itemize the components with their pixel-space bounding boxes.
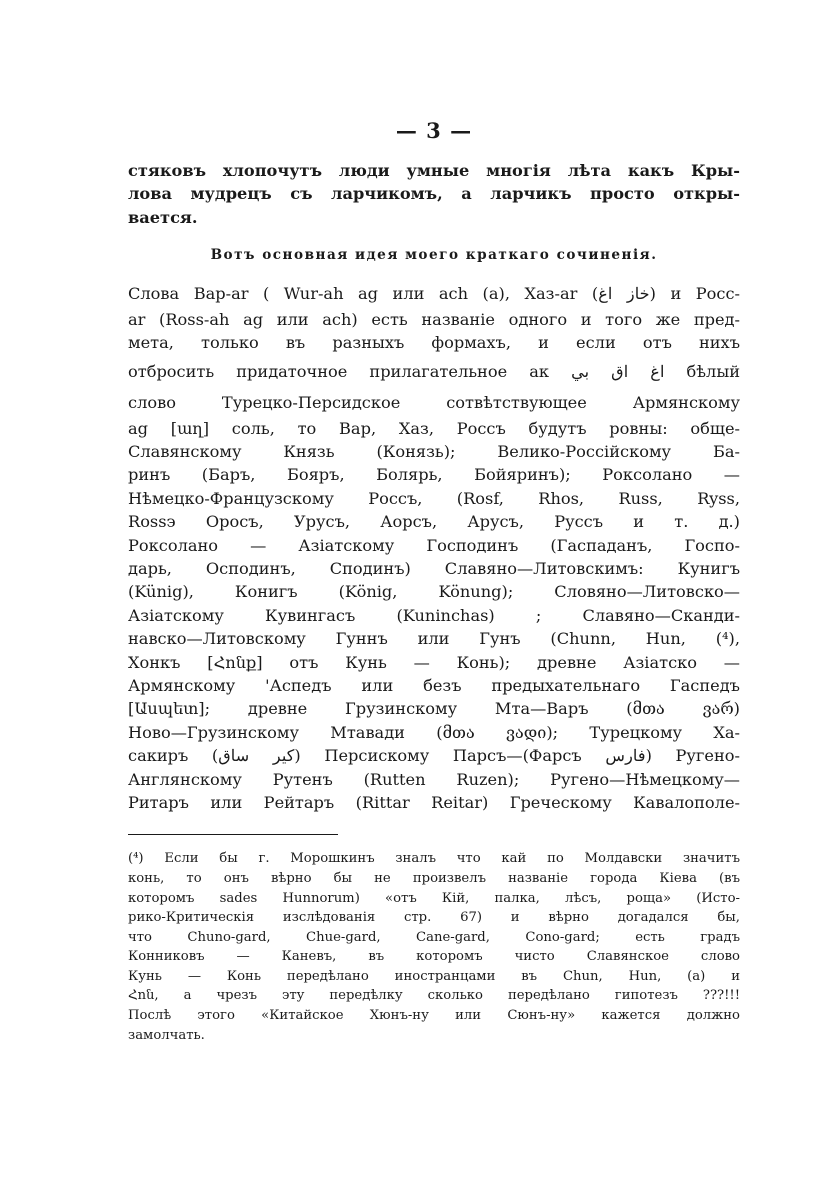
main-line: Ритаръ или Рейтаръ (Rittar Reitar) Греческому Кавалополе- (128, 792, 740, 812)
main-line: (Künig), Конигъ (König, Könung); Словяно—Литовско— (128, 582, 740, 602)
main-line: отбросить придаточное прилагательное ак اغ اق بي бѣлый (128, 361, 741, 381)
footnote-line: (⁴) Если бы г. Морошкинъ зналъ что кай по Молдавски значитъ (128, 851, 740, 867)
main-line: слово Турецко-Персидское сотвѣтствующее Армянскому (128, 392, 740, 412)
main-line: Азіатскому Кувингасъ (Kuninchas) ; Славяно—Сканди- (128, 605, 740, 625)
intro-line: вается. (128, 207, 198, 227)
main-paragraph (128, 277, 740, 814)
main-line: Хонкъ [Հոնք] отъ Кунь — Конь); древне Азіатско — (128, 652, 740, 672)
main-line: Роксолано — Азіатскому Господинъ (Гаспаданъ, Госпо- (128, 535, 740, 555)
main-line: мета, только въ разныхъ формахъ, и если отъ нихъ (128, 333, 740, 353)
footnote (128, 849, 740, 1045)
main-line: Rossэ Оросъ, Урусъ, Аорсъ, Арусъ, Руссъ и т. д.) (128, 512, 740, 532)
footnote-line: Кунь — Конь передѣлано иностранцами въ Chun, Hun, (a) и (128, 968, 740, 984)
main-line: [Ասպետ]; древне Грузинскому Мта—Варъ (მთა ვარ) (128, 699, 740, 719)
footnote-line: которомъ sades Hunnorum) «отъ Кій, палка, лѣсъ, роща» (Исто- (128, 890, 740, 906)
footnote-line: Послѣ этого «Китайское Хюнъ-ну или Сюнъ-ну» кажется должно (128, 1008, 740, 1024)
main-line: сакиръ (کیر ساق) Персискому Парсъ—(Фарсъ فارس) Ругено- (128, 746, 740, 766)
main-line: Слова Вар-ar ( Wur-ah ag или ach (a), Хаз-ar (خاز اغ) и Росс- (128, 283, 741, 303)
main-line: ринъ (Баръ, Бояръ, Болярь, Бойяринъ); Роксолано — (128, 465, 740, 485)
footnote-line: Հոն, а чрезъ эту передѣлку сколько передѣлано гипотезъ ???!!! (128, 988, 740, 1004)
main-line: ar (Ross-ah ag или ach) есть названіе одного и того же пред- (128, 309, 740, 329)
main-line: Нѣмецко-Французскому Россъ, (Rosf, Rhos, Russ, Ryss, (128, 488, 740, 508)
footnote-divider (128, 834, 338, 835)
main-line: Славянскому Князь (Конязь); Велико-Россійскому Ба- (128, 442, 740, 462)
document-page (128, 118, 740, 1118)
footnote-line: что Chuno-gard, Chue-gard, Cane-gard, Cono-gard; есть градъ (128, 929, 740, 945)
section-heading: Вотъ основная идея моего краткаго сочиненія. (210, 246, 658, 263)
main-line: Армянскому 'Аспедъ или безъ предыхательнаго Гаспедъ (128, 675, 740, 695)
main-line: дарь, Осподинъ, Сподинъ) Славяно—Литовскимъ: Кунигъ (128, 559, 740, 579)
main-line: ag [աղ] соль, то Вар, Хаз, Россъ будутъ ровны: обще- (128, 418, 740, 438)
footnote-line: замолчать. (128, 1027, 205, 1043)
footnote-line: Конниковъ — Каневъ, въ которомъ чисто Славянское слово (128, 949, 740, 965)
footnote-line: рико-Критическія изслѣдованія стр. 67) и вѣрно догадался бы, (128, 910, 740, 926)
intro-line: стяковъ хлопочутъ люди умные многія лѣта какъ Кры- (128, 161, 740, 180)
main-line: навско—Литовскому Гуннъ или Гунъ (Chunn, Hun, (⁴), (128, 629, 740, 649)
footnote-line: конь, то онъ вѣрно бы не произвелъ названіе города Кіева (въ (128, 870, 740, 886)
intro-line: лова мудрецъ съ ларчикомъ, а ларчикъ просто откры- (128, 184, 740, 204)
main-line: Англянскому Рутенъ (Rutten Ruzen); Ругено—Нѣмецкому— (128, 769, 740, 789)
intro-paragraph (128, 159, 740, 229)
main-line: Ново—Грузинскому Мтавади (მთა ვადი); Турецкому Ха- (128, 722, 740, 742)
page-number: — 3 — (395, 118, 473, 143)
